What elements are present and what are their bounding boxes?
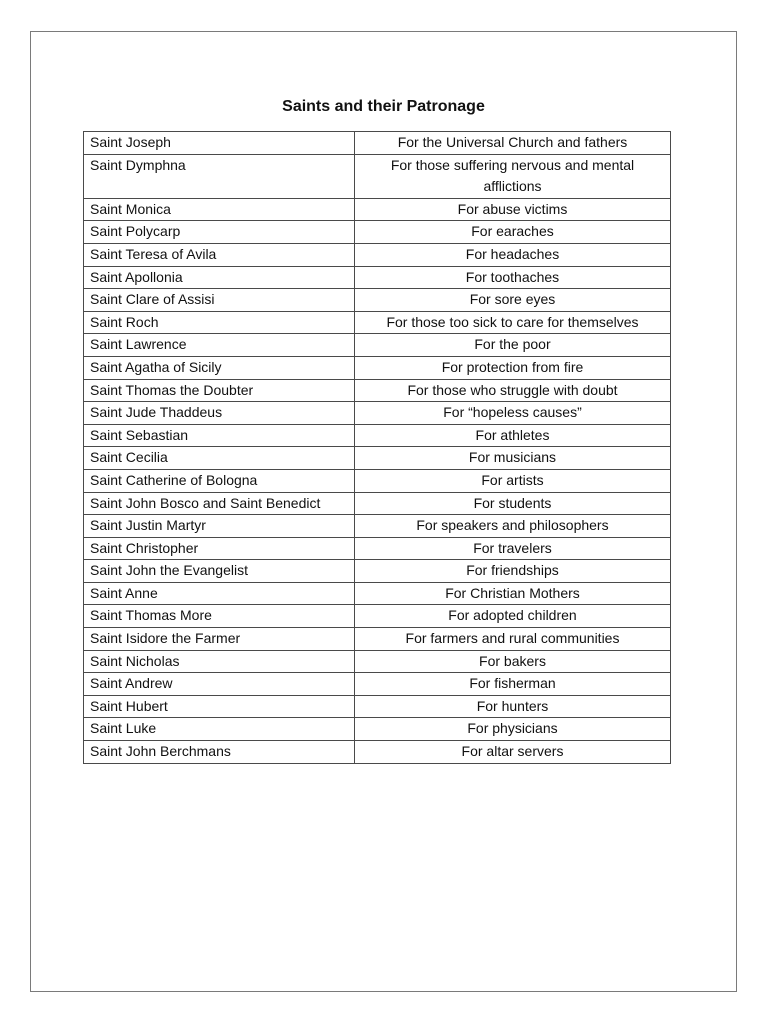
patronage-cell: For bakers <box>355 650 671 673</box>
table-row <box>84 628 671 651</box>
patronage-cell: For the Universal Church and fathers <box>355 132 671 155</box>
table-row <box>84 582 671 605</box>
table-row <box>84 605 671 628</box>
document-page <box>30 31 737 992</box>
patronage-cell: For sore eyes <box>355 289 671 312</box>
table-row <box>84 334 671 357</box>
saint-name-cell: Saint Clare of Assisi <box>84 289 355 312</box>
table-row <box>84 266 671 289</box>
patronage-cell: For musicians <box>355 447 671 470</box>
patronage-cell: For travelers <box>355 537 671 560</box>
patronage-cell: For speakers and philosophers <box>355 515 671 538</box>
saint-name-cell: Saint Thomas More <box>84 605 355 628</box>
saint-name-cell: Saint Thomas the Doubter <box>84 379 355 402</box>
table-row <box>84 515 671 538</box>
patronage-cell: For the poor <box>355 334 671 357</box>
saint-name-cell: Saint Andrew <box>84 673 355 696</box>
table-row <box>84 537 671 560</box>
patronage-cell: For friendships <box>355 560 671 583</box>
table-row <box>84 492 671 515</box>
patronage-cell: For those who struggle with doubt <box>355 379 671 402</box>
patronage-cell: For those suffering nervous and mental afflictions <box>355 154 671 198</box>
saint-name-cell: Saint Luke <box>84 718 355 741</box>
table-row <box>84 741 671 764</box>
table-row <box>84 718 671 741</box>
patronage-cell: For toothaches <box>355 266 671 289</box>
table-row <box>84 650 671 673</box>
table-row <box>84 402 671 425</box>
table-row <box>84 447 671 470</box>
table-row <box>84 154 671 198</box>
patronage-cell: For altar servers <box>355 741 671 764</box>
saint-name-cell: Saint John Bosco and Saint Benedict <box>84 492 355 515</box>
saint-name-cell: Saint Joseph <box>84 132 355 155</box>
table-row <box>84 243 671 266</box>
patronage-cell: For earaches <box>355 221 671 244</box>
patronage-table-body <box>84 132 671 764</box>
patronage-cell: For fisherman <box>355 673 671 696</box>
patronage-table <box>83 131 671 764</box>
patronage-cell: For physicians <box>355 718 671 741</box>
patronage-cell: For students <box>355 492 671 515</box>
saint-name-cell: Saint Jude Thaddeus <box>84 402 355 425</box>
table-row <box>84 356 671 379</box>
saint-name-cell: Saint Cecilia <box>84 447 355 470</box>
patronage-cell: For artists <box>355 469 671 492</box>
patronage-cell: For headaches <box>355 243 671 266</box>
saint-name-cell: Saint Nicholas <box>84 650 355 673</box>
table-row <box>84 673 671 696</box>
saint-name-cell: Saint Isidore the Farmer <box>84 628 355 651</box>
patronage-cell: For “hopeless causes” <box>355 402 671 425</box>
table-row <box>84 311 671 334</box>
saint-name-cell: Saint Polycarp <box>84 221 355 244</box>
saint-name-cell: Saint John Berchmans <box>84 741 355 764</box>
saint-name-cell: Saint Justin Martyr <box>84 515 355 538</box>
patronage-cell: For farmers and rural communities <box>355 628 671 651</box>
saint-name-cell: Saint Roch <box>84 311 355 334</box>
saint-name-cell: Saint Monica <box>84 198 355 221</box>
table-row <box>84 221 671 244</box>
patronage-cell: For adopted children <box>355 605 671 628</box>
patronage-cell: For protection from fire <box>355 356 671 379</box>
saint-name-cell: Saint Dymphna <box>84 154 355 198</box>
table-row <box>84 560 671 583</box>
saint-name-cell: Saint Apollonia <box>84 266 355 289</box>
table-row <box>84 132 671 155</box>
patronage-cell: For hunters <box>355 695 671 718</box>
table-row <box>84 469 671 492</box>
patronage-cell: For abuse victims <box>355 198 671 221</box>
table-row <box>84 424 671 447</box>
saint-name-cell: Saint Christopher <box>84 537 355 560</box>
saint-name-cell: Saint Anne <box>84 582 355 605</box>
patronage-cell: For those too sick to care for themselves <box>355 311 671 334</box>
saint-name-cell: Saint Lawrence <box>84 334 355 357</box>
patronage-cell: For athletes <box>355 424 671 447</box>
table-row <box>84 198 671 221</box>
patronage-cell: For Christian Mothers <box>355 582 671 605</box>
saint-name-cell: Saint Hubert <box>84 695 355 718</box>
page-title: Saints and their Patronage <box>282 98 485 115</box>
table-row <box>84 289 671 312</box>
saint-name-cell: Saint Catherine of Bologna <box>84 469 355 492</box>
saint-name-cell: Saint Agatha of Sicily <box>84 356 355 379</box>
saint-name-cell: Saint Sebastian <box>84 424 355 447</box>
table-row <box>84 379 671 402</box>
saint-name-cell: Saint John the Evangelist <box>84 560 355 583</box>
saint-name-cell: Saint Teresa of Avila <box>84 243 355 266</box>
table-row <box>84 695 671 718</box>
